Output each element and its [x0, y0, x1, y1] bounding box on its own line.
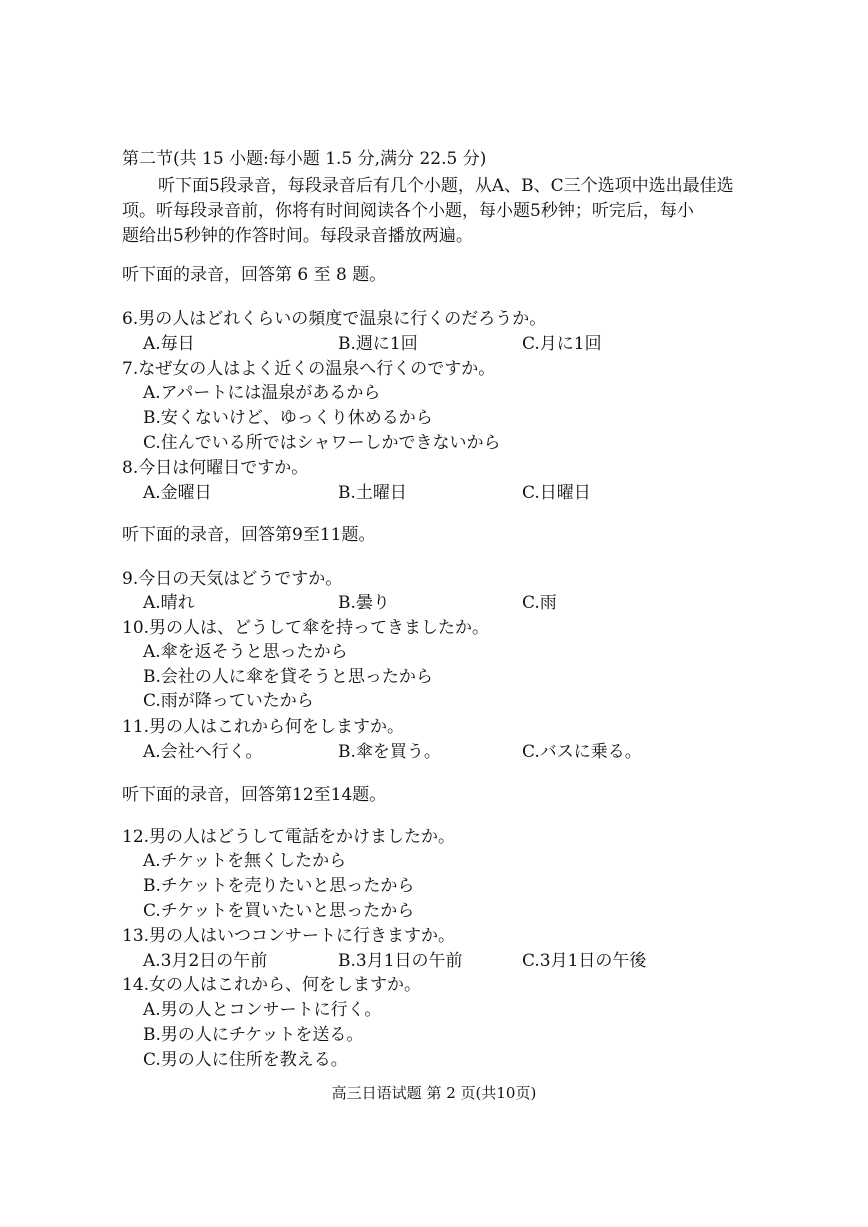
question-stem: 7.なぜ女の人はよく近くの温泉へ行くのですか。 — [122, 359, 496, 379]
option: B.週に1回 — [338, 334, 418, 354]
question-stem: 10.男の人は、どうして傘を持ってきましたか。 — [122, 618, 490, 638]
instructions-line-3: 题给出5秒钟的作答时间。每段录音播放两遍。 — [122, 226, 473, 246]
option: C.雨 — [522, 593, 557, 613]
option: C.月に1回 — [522, 334, 602, 354]
group-intro: 听下面的录音，回答第 6 至 8 题。 — [122, 265, 387, 285]
option: B.男の人にチケットを送る。 — [143, 1025, 364, 1045]
group-intro: 听下面的录音，回答第9至11题。 — [122, 525, 376, 545]
question-stem: 12.男の人はどうして電話をかけましたか。 — [122, 827, 456, 847]
option: A.3月2日の午前 — [143, 951, 268, 971]
option: C.雨が降っていたから — [143, 691, 314, 711]
option: A.アパートには温泉があるから — [143, 383, 381, 403]
option: B.曇り — [338, 593, 390, 613]
option: B.安くないけど、ゆっくり休めるから — [143, 408, 433, 428]
question-stem: 9.今日の天気はどうですか。 — [122, 569, 343, 589]
option: B.傘を買う。 — [338, 742, 441, 762]
option: C.日曜日 — [522, 483, 591, 503]
page-footer: 高三日语试题 第 2 页(共10页) — [331, 1084, 537, 1102]
option: A.男の人とコンサートに行く。 — [143, 1000, 382, 1020]
option: B.3月1日の午前 — [338, 951, 463, 971]
group-intro: 听下面的录音，回答第12至14题。 — [122, 785, 387, 805]
question-stem: 13.男の人はいつコンサートに行きますか。 — [122, 926, 456, 946]
option: C.男の人に住所を教える。 — [143, 1050, 348, 1070]
question-stem: 14.女の人はこれから、何をしますか。 — [122, 975, 422, 995]
option: B.土曜日 — [338, 483, 407, 503]
option: A.金曜日 — [143, 483, 212, 503]
instructions-line-2: 项。听每段录音前，你将有时间阅读各个小题，每小题5秒钟；听完后，每小 — [122, 201, 694, 221]
instructions-line-1: 听下面5段录音，每段录音后有几个小题，从A、B、C三个选项中选出最佳选 — [158, 176, 734, 196]
option: A.晴れ — [143, 593, 195, 613]
question-stem: 6.男の人はどれくらいの頻度で温泉に行くのだろうか。 — [122, 309, 547, 329]
question-stem: 8.今日は何曜日ですか。 — [122, 458, 309, 478]
option: B.チケットを売りたいと思ったから — [143, 876, 415, 896]
option: C.3月1日の午後 — [522, 951, 647, 971]
option: C.チケットを買いたいと思ったから — [143, 901, 415, 921]
option: A.傘を返そうと思ったから — [143, 642, 348, 662]
option: A.毎日 — [143, 334, 195, 354]
question-stem: 11.男の人はこれから何をしますか。 — [122, 717, 405, 737]
option: A.会社へ行く。 — [143, 742, 263, 762]
option: C.住んでいる所ではシャワーしかできないから — [143, 433, 501, 453]
option: A.チケットを無くしたから — [143, 851, 347, 871]
option: B.会社の人に傘を貸そうと思ったから — [143, 667, 433, 687]
section-heading: 第二节(共 15 小题:每小题 1.5 分,满分 22.5 分) — [122, 149, 487, 169]
option: C.バスに乗る。 — [522, 742, 642, 762]
